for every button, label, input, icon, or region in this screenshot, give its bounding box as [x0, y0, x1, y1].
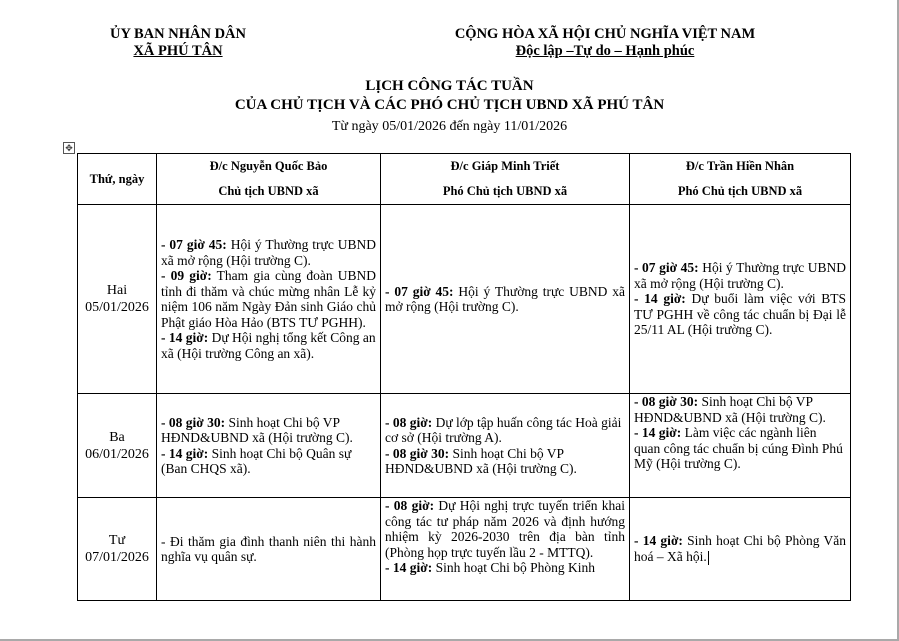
national-motto: Độc lập –Tự do – Hạnh phúc	[515, 43, 695, 59]
header-col2: Đ/c Giáp Minh Triết Phó Chủ tịch UBND xã	[381, 154, 630, 205]
entry: - 08 giờ 30: Sinh hoạt Chi bộ VP HĐND&UBND xã (Hội trường C).	[161, 414, 353, 445]
day-cell: Ba 06/01/2026	[78, 394, 157, 498]
table-row	[78, 205, 851, 394]
table-row	[78, 394, 851, 498]
day-cell: Tư 07/01/2026	[78, 498, 157, 601]
date-to: 11/01/2026	[503, 119, 568, 134]
entry: - 14 giờ: Sinh hoạt Chi bộ Phòng Kinh	[385, 560, 595, 575]
schedule-cell[interactable]	[157, 394, 381, 498]
header-col1: Đ/c Nguyễn Quốc Bảo Chủ tịch UBND xã	[157, 154, 381, 205]
entry: - 08 giờ: Dự Hội nghị trực tuyến triển khai công tác tư pháp năm 2026 và định hướng nhiệm kỳ 2026-2030 trên địa bàn tỉnh (Phòng họp trực tuyến lầu 2 - MTTQ).	[385, 498, 625, 560]
agency-line-2: XÃ PHÚ TÂN	[133, 43, 223, 59]
schedule-cell[interactable]	[381, 498, 630, 601]
table-move-handle-icon[interactable]: ✥	[63, 142, 75, 154]
date-range: Từ ngày 05/01/2026 đến ngày 11/01/2026	[331, 119, 568, 134]
schedule-cell[interactable]	[630, 498, 851, 601]
text-cursor	[708, 551, 709, 565]
entry: - 08 giờ: Dự lớp tập huấn công tác Hoà giải cơ sở (Hội trường A).	[385, 414, 622, 445]
entry: - 14 giờ: Làm việc các ngành liên quan công tác chuẩn bị cúng Đình Phú Mỹ (Hội trường C).	[634, 425, 843, 471]
entry: - Đi thăm gia đình thanh niên thi hành nghĩa vụ quân sự.	[161, 533, 376, 564]
header-col3: Đ/c Trần Hiền Nhân Phó Chủ tịch UBND xã	[630, 154, 851, 205]
national-header	[430, 26, 780, 60]
entry: - 14 giờ: Sinh hoạt Chi bộ Quân sự (Ban CHQS xã).	[161, 445, 352, 476]
entry: - 14 giờ: Sinh hoạt Chi bộ Phòng Văn hoá – Xã hội.	[634, 533, 847, 564]
schedule-cell[interactable]	[630, 394, 851, 498]
agency-line-1: ỦY BAN NHÂN DÂN	[109, 26, 246, 42]
table-row	[78, 498, 851, 601]
entry: - 14 giờ: Dự Hội nghị tổng kết Công an xã (Hội trường Công an xã).	[161, 330, 376, 361]
entry: - 07 giờ 45: Hội ý Thường trực UBND xã mở rộng (Hội trường C).	[385, 283, 625, 314]
schedule-cell[interactable]	[381, 205, 630, 394]
schedule-cell[interactable]	[157, 498, 381, 601]
schedule-cell[interactable]	[630, 205, 851, 394]
entry: - 08 giờ 30: Sinh hoạt Chi bộ VP HĐND&UBND xã (Hội trường C).	[634, 394, 826, 425]
entry: - 07 giờ 45: Hội ý Thường trực UBND xã mở rộng (Hội trường C).	[161, 237, 377, 268]
doc-subtitle: CỦA CHỦ TỊCH VÀ CÁC PHÓ CHỦ TỊCH UBND XÃ PHÚ TÂN	[234, 97, 665, 113]
entry: - 14 giờ: Dự buổi làm việc với BTS TƯ PGHH về công tác chuẩn bị Đại lễ 25/11 AL (Hội trường C).	[634, 291, 847, 338]
schedule-table	[77, 153, 851, 601]
schedule-cell[interactable]	[381, 394, 630, 498]
agency-header	[78, 26, 278, 60]
national-line-1: CỘNG HÒA XÃ HỘI CHỦ NGHĨA VIỆT NAM	[454, 26, 756, 42]
day-cell: Hai 05/01/2026	[78, 205, 157, 394]
entry: - 09 giờ: Tham gia cùng đoàn UBND tỉnh đi thăm và chúc mừng nhân Lễ kỷ niệm 106 năm Ngày Đản sinh Giáo chủ Phật giáo Hòa Hảo (BTS TƯ PGHH).	[161, 268, 377, 330]
date-from: 05/01/2026	[382, 119, 446, 134]
doc-title: LỊCH CÔNG TÁC TUẦN	[365, 78, 534, 94]
entry: - 07 giờ 45: Hội ý Thường trực UBND xã mở rộng (Hội trường C).	[634, 260, 847, 291]
header-day: Thứ, ngày	[78, 154, 157, 205]
table-header-row	[78, 154, 851, 205]
schedule-cell[interactable]	[157, 205, 381, 394]
entry: - 08 giờ 30: Sinh hoạt Chi bộ VP HĐND&UBND xã (Hội trường C).	[385, 445, 577, 476]
